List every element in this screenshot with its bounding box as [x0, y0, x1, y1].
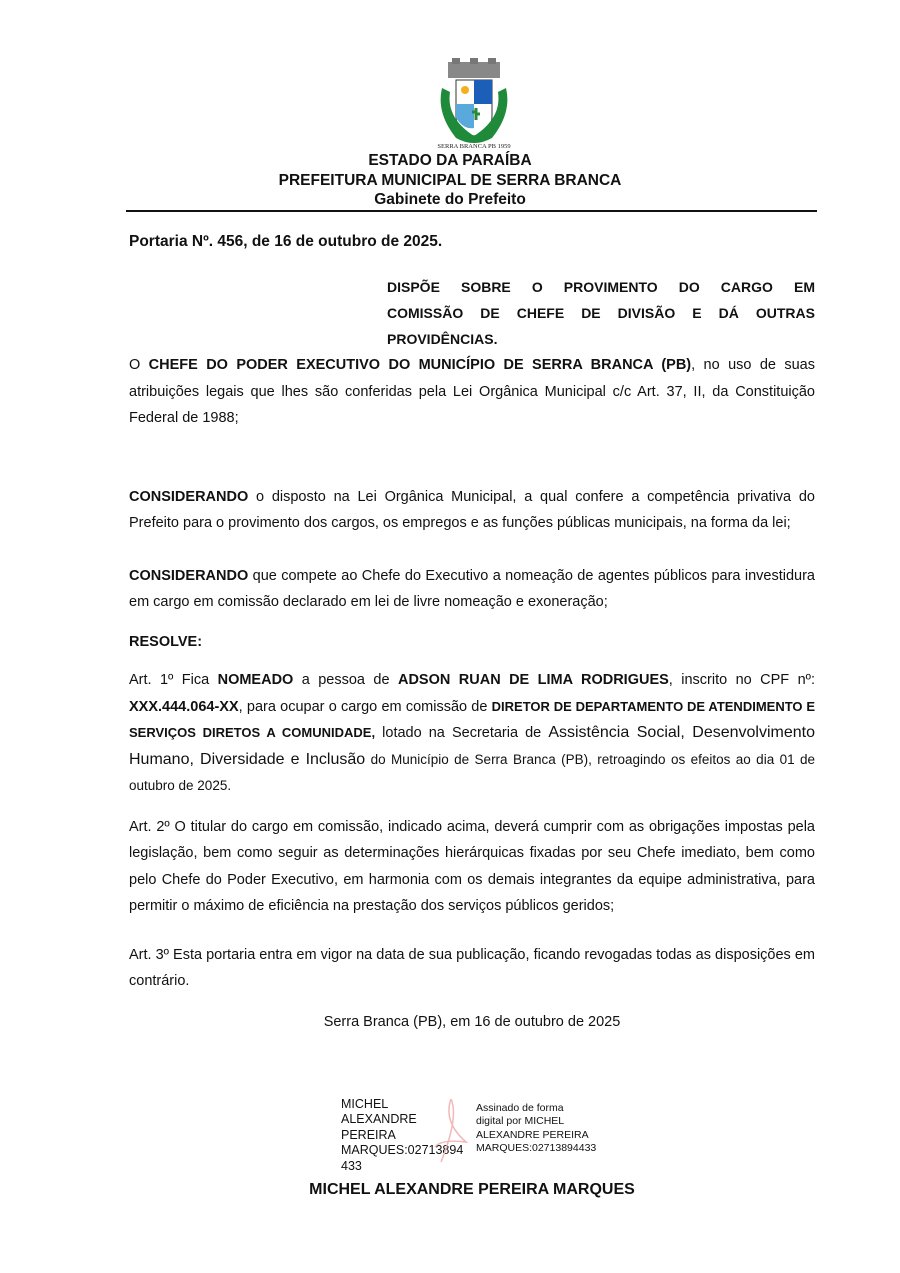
keyword: CONSIDERANDO: [129, 488, 249, 505]
coat-of-arms-text: SERRA BRANCA PB 1959: [437, 143, 511, 150]
text: lotado na Secretaria de: [375, 725, 549, 741]
article-1: [129, 667, 815, 800]
signer-name: MICHEL ALEXANDRE PEREIRA MARQUES: [309, 1181, 635, 1198]
text: , no uso de suas atribuições legais que lhes são conferidas pela Lei Orgânica Municipal c/c Art. 37, II, da Constituição Federal de 1988;: [129, 357, 815, 426]
header-gabinete: Gabinete do Prefeito: [374, 191, 526, 208]
document-title: Portaria Nº. 456, de 16 de outubro de 2025.: [129, 233, 443, 250]
text: , inscrito no CPF nº:: [668, 672, 815, 688]
signature-text: ALEXANDRE PEREIRA: [476, 1128, 589, 1141]
article-3: Art. 3º Esta portaria entra em vigor na data de sua publicação, ficando revogadas todas as disposições em contrário.: [129, 946, 815, 989]
text: a pessoa de: [293, 672, 398, 688]
text: , para ocupar o cargo em comissão de: [238, 698, 492, 715]
signature-text: MARQUES:02713894: [341, 1143, 464, 1157]
text: Art. 1º Fica: [129, 672, 218, 688]
signature-text: digital por MICHEL: [476, 1115, 565, 1127]
considerando-paragraph-2: [129, 563, 815, 616]
signature-block-right: [476, 1102, 616, 1156]
signature-text: MARQUES:02713894433: [476, 1142, 597, 1154]
digital-signature: [129, 1097, 815, 1175]
text: NOMEADO: [217, 672, 294, 688]
ementa-line: PROVIDÊNCIAS.: [387, 331, 498, 347]
secretariat: Assistência Social, Desenvolvimento Humano, Diversidade e Inclusão: [129, 724, 815, 768]
authority: CHEFE DO PODER EXECUTIVO DO MUNICÍPIO DE SERRA BRANCA (PB): [148, 357, 692, 373]
header-state: ESTADO DA PARAÍBA: [368, 152, 532, 169]
signature-text: Assinado de forma: [476, 1101, 564, 1114]
header-divider: [126, 210, 817, 212]
date-line: Serra Branca (PB), em 16 de outubro de 2025: [323, 1013, 621, 1030]
preamble-paragraph: [129, 352, 815, 432]
text: que compete ao Chefe do Executivo a nomeação de agentes públicos para investidura em cargo em comissão declarado em lei de livre nomeação e exoneração;: [129, 567, 815, 610]
position: DIRETOR DE DEPARTAMENTO DE ATENDIMENTO E SERVIÇOS DIRETOS A COMUNIDADE,: [129, 698, 815, 740]
coat-of-arms-logo: [424, 58, 524, 150]
cpf: XXX.444.064-XX: [129, 698, 239, 715]
resolve-heading: RESOLVE:: [129, 633, 203, 650]
text: O: [129, 357, 149, 373]
ementa-line: COMISSÃO DE CHEFE DE DIVISÃO E DÁ OUTRAS: [387, 305, 815, 321]
document-body: [129, 232, 815, 1200]
ementa-line: DISPÕE SOBRE O PROVIMENTO DO CARGO EM: [387, 279, 815, 295]
signature-text: 433: [341, 1158, 362, 1173]
signature-text: PEREIRA: [341, 1127, 396, 1142]
text: do Município de Serra Branca (PB), retroagindo os efeitos ao dia 01 de outubro de 2025.: [129, 751, 816, 793]
header-prefeitura: PREFEITURA MUNICIPAL DE SERRA BRANCA: [278, 172, 622, 189]
text: o disposto na Lei Orgânica Municipal, a qual confere a competência privativa do Prefeito para o provimento dos cargos, os empregos e as funções públicas municipais, na forma da lei;: [129, 488, 815, 531]
article-2: Art. 2º O titular do cargo em comissão, indicado acima, deverá cumprir com as obrigações impostas pela legislação, bem como seguir as determinações hierárquicas fixadas por seu Chefe imediato, bem como pelo Chefe do Poder Executivo, em harmonia com os demais integrantes da equipe administrativa, para permitir o máximo de eficiência na prestação dos serviços públicos geridos;: [129, 818, 815, 914]
signature-text: MICHEL ALEXANDRE: [341, 1096, 417, 1126]
keyword: CONSIDERANDO: [129, 567, 249, 584]
appointee-name: ADSON RUAN DE LIMA RODRIGUES: [397, 672, 669, 688]
considerando-paragraph-1: [129, 484, 815, 537]
ementa: [387, 274, 815, 352]
